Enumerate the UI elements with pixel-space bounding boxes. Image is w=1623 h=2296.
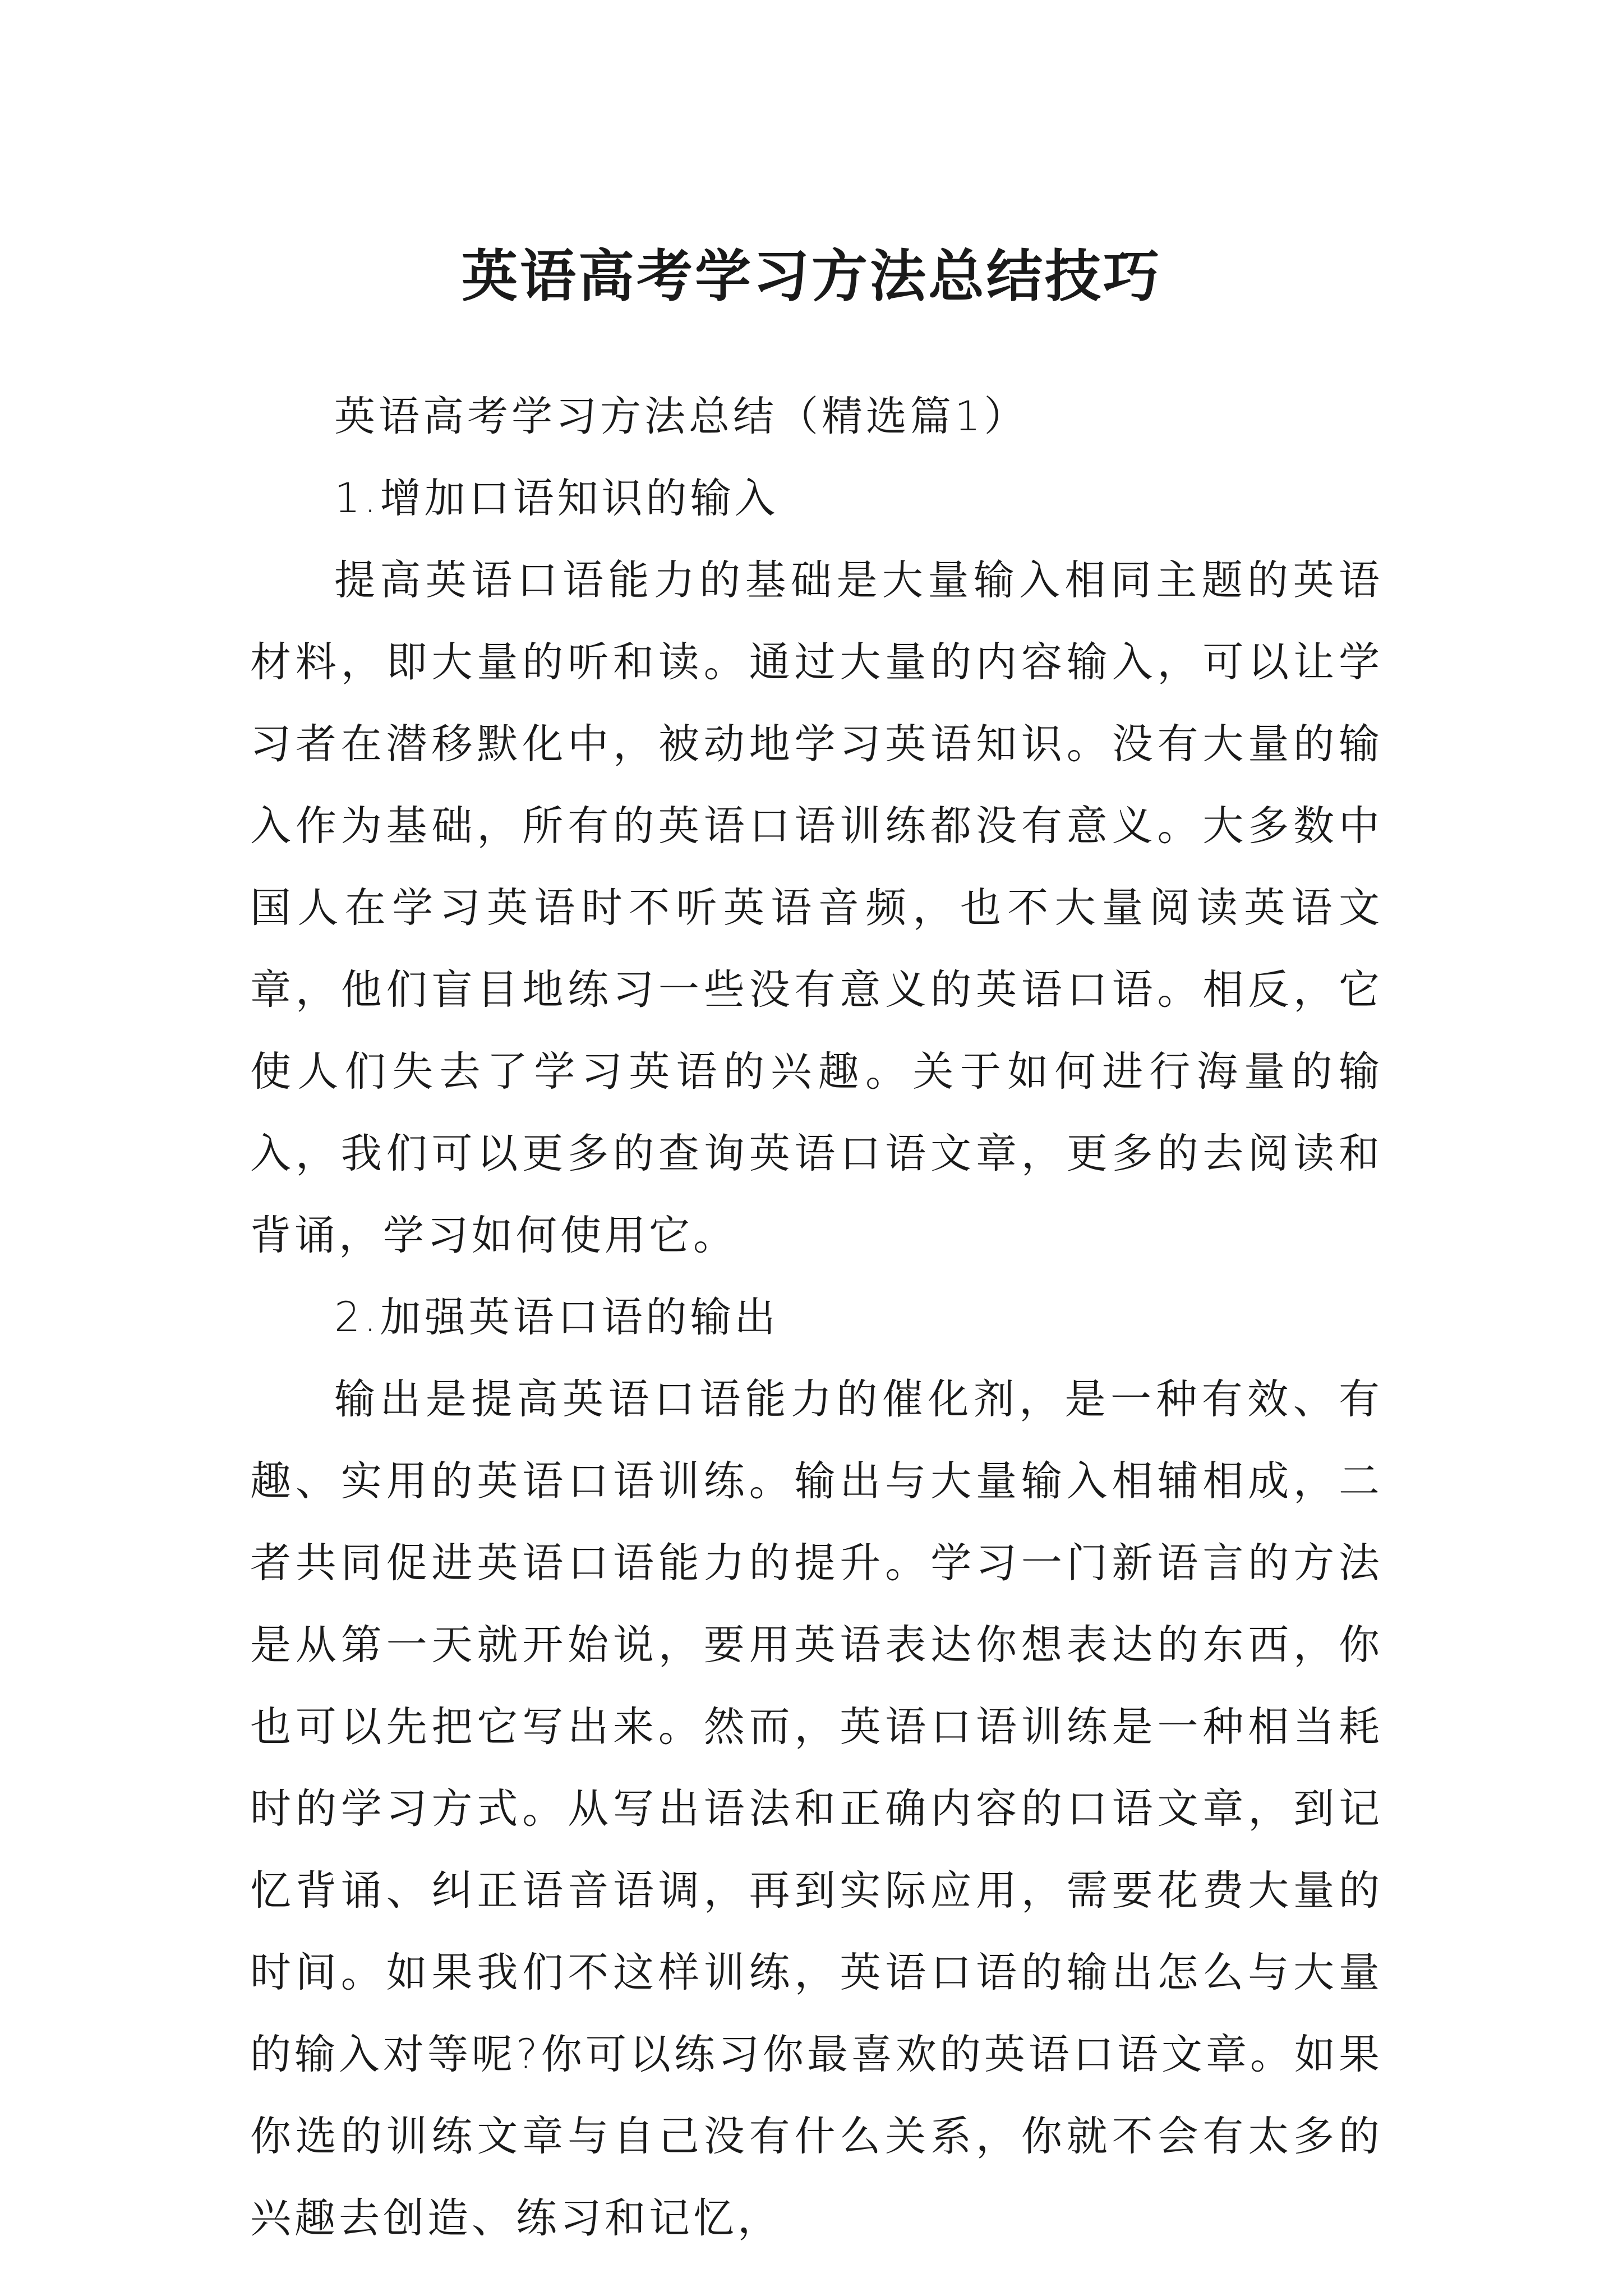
subheading: 1.增加口语知识的输入 xyxy=(334,475,779,522)
subheading: 2.加强英语口语的输出 xyxy=(334,1294,779,1341)
section-heading: 英语高考学习方法总结（精选篇1） xyxy=(334,393,1029,440)
document-title: 英语高考学习方法总结技巧 xyxy=(462,243,1161,309)
document-body xyxy=(250,376,1383,2260)
body-paragraph: 提高英语口语能力的基础是大量输入相同主题的英语材料，即大量的听和读。通过大量的内容输入，可以让学习者在潜移默化中，被动地学习英语知识。没有大量的输入作为基础，所有的英语口语训练都没有意义。大多数中国人在学习英语时不听英语音频，也不大量阅读英语文章，他们盲目地练习一些没有意义的英语口语。相反，它使人们失去了学习英语的兴趣。关于如何进行海量的输入，我们可以更多的查询英语口语文章，更多的去阅读和背诵，学习如何使用它。 xyxy=(250,556,1383,1259)
body-paragraph: 输出是提高英语口语能力的催化剂，是一种有效、有趣、实用的英语口语训练。输出与大量输入相辅相成，二者共同促进英语口语能力的提升。学习一门新语言的方法是从第一天就开始说，要用英语表达你想表达的东西，你也可以先把它写出来。然而，英语口语训练是一种相当耗时的学习方式。从写出语法和正确内容的口语文章，到记忆背诵、纠正语音语调，再到实际应用，需要花费大量的时间。如果我们不这样训练，英语口语的输出怎么与大量的输入对等呢?你可以练习你最喜欢的英语口语文章。如果你选的训练文章与自己没有什么关系，你就不会有太多的兴趣去创造、练习和记忆， xyxy=(250,1375,1383,2242)
